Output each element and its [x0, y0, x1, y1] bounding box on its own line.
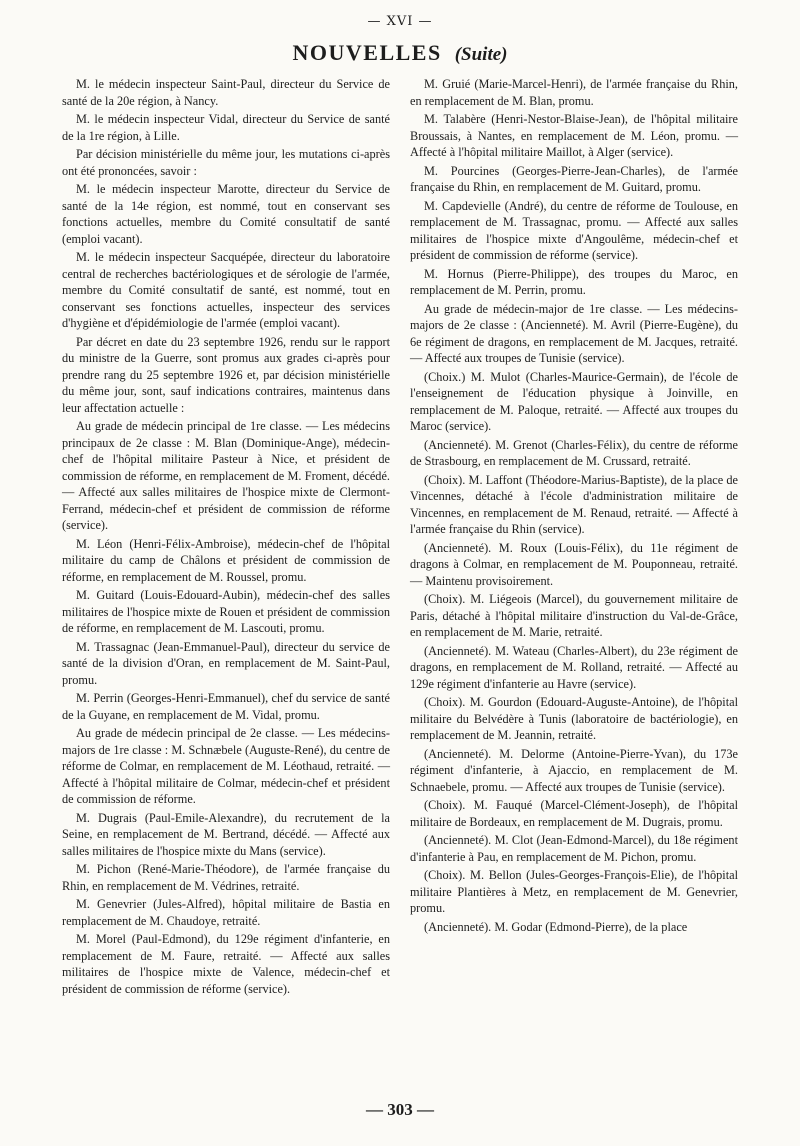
paragraph: (Choix). M. Laffont (Théodore-Marius-Baptiste), de la place de Vincennes, détaché à l'école d'administration militaire de Vincennes, en remplacement de M. Renaud, retraité. — Affecté à l'armée française du Rhin (service). — [410, 472, 738, 536]
paragraph: (Choix). M. Fauqué (Marcel-Clément-Joseph), de l'hôpital militaire de Bordeaux, en remplacement de M. Dugrais, promu. — [410, 798, 738, 829]
paragraph: (Choix.) M. Mulot (Charles-Maurice-Germain), de l'école de l'enseignement de l'éducation physique à Joinville, en remplacement de M. Paloque, retraité. — Affecté aux troupes du Maroc (service). — [410, 369, 738, 433]
paragraph: M. Trassagnac (Jean-Emmanuel-Paul), directeur du service de santé de la division d'Oran, en remplacement de M. Saint-Paul, promu. — [62, 639, 390, 687]
paragraph: M. Genevrier (Jules-Alfred), hôpital militaire de Bastia en remplacement de M. Chaudoye, retraité. — [62, 897, 390, 928]
paragraph: M. le médecin inspecteur Sacquépée, directeur du laboratoire central de recherches bactériologiques et de sérologie de l'armée, membre du Comité consultatif de santé, est nommé, tout en conservant ses fonctions actuelles, inspecteur des services d'hygiène et d'épidémiologie de l'armée (emploi vacant). — [62, 250, 390, 330]
paragraph: Par décret en date du 23 septembre 1926, rendu sur le rapport du ministre de la Guerre, sont promus aux grades ci-après pour prendre rang du 25 septembre 1926 et, par décision ministérielle du même jour, sont, sauf indications contraires, maintenus dans leur affectation actuelle : — [62, 334, 390, 415]
paragraph: M. Léon (Henri-Félix-Ambroise), médecin-chef de l'hôpital militaire du camp de Châlons et président de commission de réforme, en remplacement de M. Roussel, promu. — [62, 536, 390, 584]
paragraph: M. Perrin (Georges-Henri-Emmanuel), chef du service de santé de la Guyane, en remplacement de M. Vidal, promu. — [62, 691, 390, 722]
section-title — [0, 40, 800, 66]
running-head: — XVI — — [367, 14, 433, 29]
title-suffix: (Suite) — [454, 44, 508, 65]
paragraph: (Ancienneté). M. Grenot (Charles-Félix), du centre de réforme de Strasbourg, en remplacement de M. Crussard, retraité. — [410, 437, 738, 468]
paragraph: Au grade de médecin principal de 2e classe. — Les médecins-majors de 1re classe : M. Schnæbele (Auguste-René), du centre de réforme de Colmar, en remplacement de M. Léothaud, retraité. — Affecté à l'hôpital militaire de Colmar, médecin-chef et président de commission de réforme. — [62, 726, 390, 806]
paragraph: (Ancienneté). M. Delorme (Antoine-Pierre-Yvan), du 173e régiment d'infanterie, à Ajaccio, en remplacement de M. Schnaebele, promu. — Affecté aux troupes de Tunisie (service). — [410, 746, 738, 794]
right-column — [410, 76, 738, 937]
paragraph: (Choix). M. Gourdon (Edouard-Auguste-Antoine), de l'hôpital militaire du Belvédère à Tunis (laboratoire de bactériologie), en remplacement de M. Jeannin, retraité. — [410, 695, 738, 742]
paragraph: (Ancienneté). M. Clot (Jean-Edmond-Marcel), du 18e régiment d'infanterie à Pau, en remplacement de M. Pichon, promu. — [410, 833, 738, 864]
title-text: NOUVELLES — [292, 40, 442, 65]
paragraph: (Ancienneté). M. Wateau (Charles-Albert), du 23e régiment de dragons, en remplacement de M. Rolland, retraité. — Affecté au 129e régiment d'infanterie au Havre (service). — [410, 643, 738, 691]
paragraph: M. le médecin inspecteur Vidal, directeur du Service de santé de la 1re région, à Lille. — [62, 112, 390, 143]
paragraph: M. Capdevielle (André), du centre de réforme de Toulouse, en remplacement de M. Trassagnac, promu. — Affecté aux salles militaires de l'hospice mixte d'Angoulême, médecin-chef et président de commission de réforme (service). — [410, 198, 738, 262]
paragraph: M. Guitard (Louis-Edouard-Aubin), médecin-chef des salles militaires de l'hospice mixte de Rouen et président de commission de réforme, en remplacement de M. Lascouti, promu. — [62, 588, 390, 635]
paragraph: M. le médecin inspecteur Marotte, directeur du Service de santé de la 14e région, est nommé, tout en conservant ses fonctions actuelles, membre du Comité consultatif de santé (emploi vacant). — [62, 182, 390, 246]
paragraph: M. Dugrais (Paul-Emile-Alexandre), du recrutement de la Seine, en remplacement de M. Bertrand, décédé. — Affecté aux salles militaires de l'hospice mixte du Mans (service). — [62, 810, 390, 858]
left-column — [62, 76, 390, 999]
paragraph: M. Morel (Paul-Edmond), du 129e régiment d'infanterie, en remplacement de M. Faure, retraité. — Affecté aux salles militaires de l'hospice mixte de Valence, médecin-chef et président de commission de réforme (service). — [62, 932, 390, 996]
page-number: — 303 — — [366, 1100, 434, 1119]
paragraph: Au grade de médecin-major de 1re classe. — Les médecins-majors de 2e classe : (Ancienneté). M. Avril (Pierre-Eugène), du 6e régiment de dragons, en remplacement de M. Jacques, retraité. — Affecté aux troupes de Tunisie (service). — [410, 301, 738, 365]
paragraph: M. Pourcines (Georges-Pierre-Jean-Charles), de l'armée française du Rhin, en remplacement de M. Guitard, promu. — [410, 163, 738, 194]
paragraph: (Choix). M. Liégeois (Marcel), du gouvernement militaire de Paris, détaché à l'hôpital militaire d'instruction du Val-de-Grâce, en remplacement de M. Marie, retraité. — [410, 592, 738, 639]
paragraph: M. Gruié (Marie-Marcel-Henri), de l'armée française du Rhin, en remplacement de M. Blan, promu. — [410, 77, 738, 108]
paragraph: Par décision ministérielle du même jour, les mutations ci-après ont été prononcées, savoir : — [62, 147, 390, 178]
paragraph: (Choix). M. Bellon (Jules-Georges-François-Elie), de l'hôpital militaire Plantières à Metz, en remplacement de M. Genevrier, promu. — [410, 868, 738, 915]
paragraph: M. Talabère (Henri-Nestor-Blaise-Jean), de l'hôpital militaire Broussais, à Nantes, en remplacement de M. Léon, promu. — Affecté à l'hôpital militaire Maillot, à Alger (service). — [410, 112, 738, 159]
paragraph: (Ancienneté). M. Roux (Louis-Félix), du 11e régiment de dragons à Colmar, en remplacement de M. Pouponneau, retraité. — Maintenu provisoirement. — [410, 540, 738, 588]
paragraph: M. Pichon (René-Marie-Théodore), de l'armée française du Rhin, en remplacement de M. Védrines, retraité. — [62, 862, 390, 893]
paragraph: M. Hornus (Pierre-Philippe), des troupes du Maroc, en remplacement de M. Perrin, promu. — [410, 266, 738, 297]
paragraph: M. le médecin inspecteur Saint-Paul, directeur du Service de santé de la 20e région, à Nancy. — [62, 77, 390, 108]
paragraph: Au grade de médecin principal de 1re classe. — Les médecins principaux de 2e classe : M. Blan (Dominique-Ange), médecin-chef de l'hôpital militaire Pasteur à Nice, et président de commission de réforme, en remplacement de M. Froment, décédé. — Affecté aux salles militaires de l'hospice mixte de Clermont-Ferrand, médecin-chef et président de commission de réforme (service). — [62, 419, 390, 532]
paragraph: (Ancienneté). M. Godar (Edmond-Pierre), de la place — [424, 919, 688, 934]
